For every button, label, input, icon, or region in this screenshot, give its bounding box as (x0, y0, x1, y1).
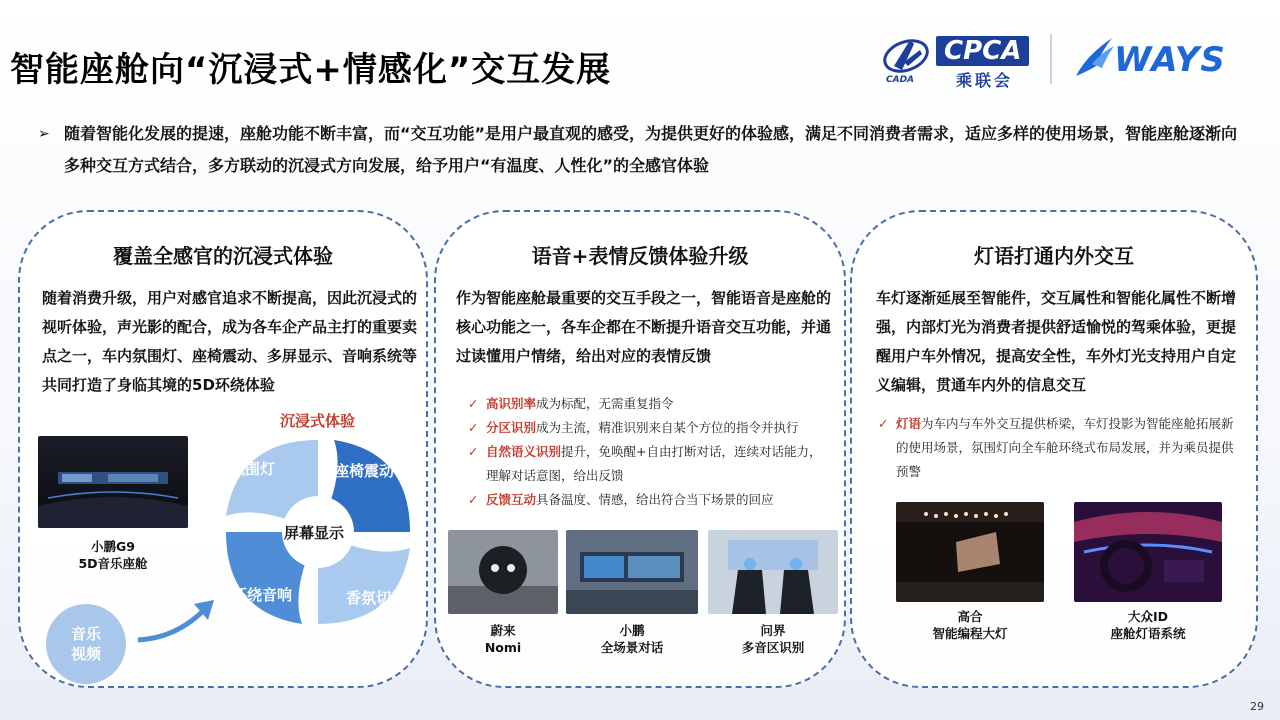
cada-logo-icon (880, 32, 932, 84)
panel-title: 灯语打通内外交互 (974, 244, 1134, 268)
photo-caption (1074, 608, 1222, 642)
check-text: 成为主流，精准识别来自某个方位的指令并执行 (536, 420, 799, 435)
caption-line: 高合 (957, 609, 983, 624)
check-text: 为车内与车外交互提供桥梁，车灯投影为智能座舱拓展新的使用场景，氛围灯向全车舱环绕式布局发展，并为乘员提供预警 (896, 416, 1234, 479)
vw-id-ambient-light-photo (1074, 502, 1222, 602)
cycle-label-surround-audio: 环绕音响 (232, 586, 293, 604)
nio-nomi-photo (448, 530, 558, 614)
music-video-circle (46, 604, 126, 684)
photo-caption (708, 622, 838, 656)
cycle-label-fragrance: 香氛切换 (346, 589, 407, 607)
panel-body: 作为智能座舱最重要的交互手段之一，智能语音是座舱的核心功能之一，各车企都在不断提升语音交互功能，并通过读懂用户情绪，给出对应的表情反馈 (456, 289, 832, 365)
cpca-logo-text: CPCA (936, 36, 1029, 66)
panel-light-language (850, 210, 1258, 688)
ways-logo-icon (1072, 36, 1116, 78)
check-highlight: 高识别率 (486, 396, 537, 411)
cycle-label-seat-vibration: 座椅震动 (334, 462, 395, 480)
checkmark-icon: ✓ (468, 492, 479, 507)
intro-bullet (38, 118, 1238, 182)
xpeng-dialog-photo (566, 530, 698, 614)
caption-line: 小鹏 (619, 623, 645, 638)
caption-line: Nomi (484, 640, 522, 655)
feature-checklist (878, 412, 1238, 484)
check-highlight: 分区识别 (486, 420, 537, 435)
caption-line: 智能编程大灯 (932, 626, 1008, 641)
caption-line: 座舱灯语系统 (1110, 626, 1186, 641)
panel-body: 车灯逐渐延展至智能件，交互属性和智能化属性不断增强，内部灯光为消费者提供舒适愉悦的驾乘体验，更提醒用户车外情况，提高安全性，车外灯光支持用户自定义编辑，贯通车内外的信息交互 (876, 289, 1237, 394)
caption-line: 蔚来 (490, 623, 516, 638)
immersive-experience-label: 沉浸式体验 (280, 412, 356, 430)
check-item (468, 416, 828, 440)
cada-logo-text: CADA (886, 75, 915, 84)
photo-caption (896, 608, 1044, 642)
panel-title: 语音+表情反馈体验升级 (531, 244, 749, 268)
ways-logo-text: WAYS (1114, 40, 1226, 80)
checkmark-icon: ✓ (468, 396, 479, 411)
bullet-arrow-icon: ➢ (38, 126, 50, 142)
caption-line: 多音区识别 (741, 640, 805, 655)
caption-line: 5D音乐座舱 (78, 556, 148, 571)
cycle-label-screen-display: 屏幕显示 (284, 524, 345, 542)
intro-text: 随着智能化发展的提速，座舱功能不断丰富，而“交互功能”是用户最直观的感受，为提供更好的体验感，满足不同消费者需求，适应多样的使用场景，智能座舱逐渐向多种交互方式结合，多方联动的沉浸式方向发展，给予用户“有温度、人性化”的全感官体验 (64, 124, 1238, 175)
check-highlight: 反馈互动 (486, 492, 537, 507)
check-item (468, 392, 828, 416)
check-item (468, 488, 828, 512)
check-highlight: 灯语 (896, 416, 922, 431)
check-text: 成为标配，无需重复指令 (536, 396, 674, 411)
page-number: 29 (1250, 700, 1264, 713)
cycle-label-ambient-light: 氛围灯 (230, 460, 276, 478)
feature-checklist (468, 392, 828, 512)
video-label: 视频 (70, 645, 101, 663)
caption-line: 全场景对话 (600, 640, 664, 655)
hiphi-headlight-photo (896, 502, 1044, 602)
caption-line: 大众ID (1127, 609, 1169, 624)
checkmark-icon: ✓ (468, 420, 479, 435)
check-highlight: 自然语义识别 (486, 444, 562, 459)
caption-line: 小鹏G9 (91, 539, 135, 554)
photo-caption (448, 622, 558, 656)
check-text: 提升，免唤醒+自由打断对话，连续对话能力，理解对话意图，给出反馈 (486, 444, 822, 483)
check-item (468, 440, 828, 488)
cpca-logo-subtext: 乘联会 (956, 71, 1014, 90)
aito-multizone-photo (708, 530, 838, 614)
curved-arrow-icon (136, 598, 218, 644)
music-label: 音乐 (70, 625, 101, 643)
check-item (878, 412, 1238, 484)
panel-immersive (18, 210, 428, 688)
photo-caption (38, 538, 188, 572)
checkmark-icon: ✓ (878, 416, 889, 431)
check-text: 具备温度、情感，给出符合当下场景的回应 (536, 492, 774, 507)
page-title: 智能座舱向“沉浸式+情感化”交互发展 (10, 50, 612, 90)
logo-divider (1050, 34, 1052, 84)
photo-caption (566, 622, 698, 656)
xpeng-g9-cabin-photo (38, 436, 188, 528)
panel-title: 覆盖全感官的沉浸式体验 (113, 244, 333, 268)
caption-line: 问界 (760, 623, 786, 638)
logo-group (876, 28, 1226, 88)
panel-body: 随着消费升级，用户对感官追求不断提高，因此沉浸式的视听体验，声光影的配合，成为各车企产品主打的重要卖点之一，车内氛围灯、座椅震动、多屏显示、音响系统等共同打造了身临其境的5D环绕体验 (42, 289, 418, 394)
checkmark-icon: ✓ (468, 444, 479, 459)
panel-voice-expression (434, 210, 846, 688)
